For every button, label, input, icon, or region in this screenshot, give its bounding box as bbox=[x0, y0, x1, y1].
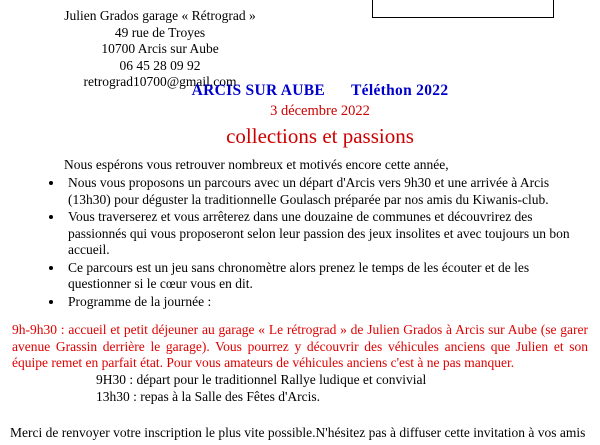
event-subtitle: collections et passions bbox=[226, 124, 414, 148]
event-location-and-name bbox=[120, 82, 520, 100]
event-name: Téléthon 2022 bbox=[351, 82, 449, 99]
footer-note: Merci de renvoyer votre inscription le plus vite possible.N'hésitez pas à diffuser cette invitation à vos amis bbox=[10, 425, 586, 440]
event-date: 3 décembre 2022 bbox=[270, 103, 370, 119]
list-item: • Ce parcours est un jeu sans chronomètre alors prenez le temps de les écouter et de les questionner si le cœur vous en dit. bbox=[64, 260, 584, 293]
list-item: • Nous vous proposons un parcours avec un départ d'Arcis vers 9h30 et une arrivée à Arcis (13h30) pour déguster la traditionnelle Goulasch préparée par nos amis du Kiwanis-club. bbox=[64, 175, 584, 208]
schedule-line-1: 9H30 : départ pour le traditionnel Rallye ludique et convivial bbox=[96, 372, 427, 387]
list-item: • Programme de la journée : bbox=[64, 294, 584, 311]
sender-address-block bbox=[30, 8, 290, 91]
sender-line-4: 06 45 28 09 92 bbox=[119, 57, 201, 73]
title-block bbox=[120, 82, 520, 149]
empty-frame-box bbox=[372, 0, 554, 18]
intro-paragraph: Nous espérons vous retrouver nombreux et motivés encore cette année, bbox=[64, 157, 449, 172]
schedule-line-2: 13h30 : repas à la Salle des Fêtes d'Arcis. bbox=[96, 389, 321, 404]
sender-line-1: Julien Grados garage « Rétrograd » bbox=[64, 8, 256, 23]
event-location: ARCIS SUR AUBE bbox=[191, 82, 326, 99]
list-item: • Vous traverserez et vous arrêterez dans une douzaine de communes et découvrirez des passionnés qui vous proposeront selon leur passion des jeux insolites et avec toujours un bon accueil. bbox=[64, 209, 584, 259]
sender-line-3: 10700 Arcis sur Aube bbox=[101, 41, 219, 56]
sender-email: retrograd10700@gmail.com bbox=[83, 74, 237, 89]
sender-line-2: 49 rue de Troyes bbox=[114, 24, 206, 40]
morning-welcome-paragraph: 9h-9h30 : accueil et petit déjeuner au garage « Le rétrograd » de Julien Grados à Arcis sur Aube (se garer avenue Grassin derrière le garage). Vous pourrez y découvrir des véhicules anciens que Julien et son équipe remet en parfait état. Pour vous amateurs de véhicules anciens c'est à ne pas manquer. bbox=[12, 322, 588, 370]
program-bullet-list bbox=[40, 175, 584, 310]
